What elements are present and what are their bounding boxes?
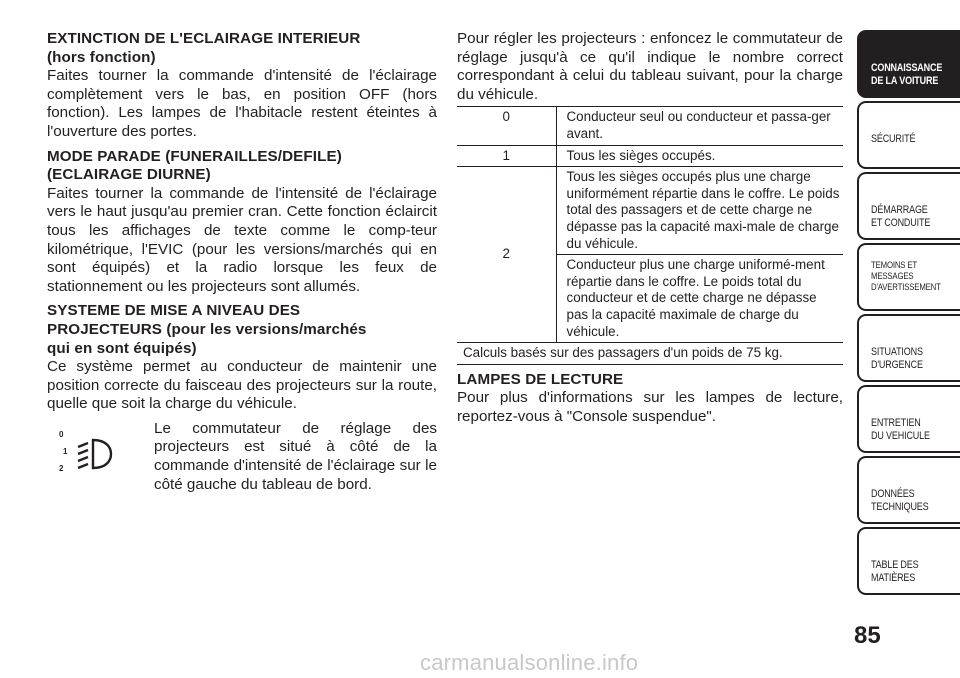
tab-label: TABLE DES MATIÈRES [871, 559, 919, 584]
table-cell-desc: Conducteur seul ou conducteur et passa-ger avant. [556, 107, 843, 145]
headlamp-switch-text: Le commutateur de réglage des projecteurs est situé à côté de la commande d'intensité de l'éclairage sur le côté gauche du tableau de bord. [154, 419, 437, 493]
table-footer: Calculs basés sur des passagers d'un poids de 75 kg. [457, 343, 843, 365]
tab-securite[interactable] [857, 101, 960, 169]
tab-label: TEMOINS ET MESSAGES D'AVERTISSEMENT [871, 260, 941, 293]
table-cell-num: 0 [457, 107, 556, 145]
chapter-tabs [857, 30, 960, 598]
tab-label: ENTRETIEN DU VEHICULE [871, 417, 930, 442]
headlamp-leveling-icon [57, 428, 117, 478]
tab-label: SITUATIONS D'URGENCE [871, 346, 923, 371]
tab-situations[interactable] [857, 314, 960, 382]
heading-extinction: EXTINCTION DE L'ECLAIRAGE INTERIEUR [47, 30, 361, 47]
right-column [457, 30, 843, 432]
page-number: 85 [854, 622, 881, 649]
watermark: carmanualsonline.info [420, 650, 639, 675]
load-table [457, 106, 843, 364]
tab-label: SÉCURITÉ [871, 133, 916, 145]
heading-leveling-2: PROJECTEURS (pour les versions/marchés [47, 320, 367, 338]
heading-extinction-sub: (hors fonction) [47, 48, 156, 66]
heading-parade: MODE PARADE (FUNERAILLES/DEFILE) [47, 147, 342, 165]
tab-temoins[interactable] [857, 243, 960, 311]
heading-reading-lamps: LAMPES DE LECTURE [457, 370, 624, 388]
paragraph-leveling: Ce système permet au conducteur de maintenir une position correcte du faisceau des projecteurs sur la route, quelle que soit la charge du véhicule. [47, 358, 437, 413]
table-cell-num: 2 [457, 167, 556, 343]
tab-table-matieres[interactable] [857, 527, 960, 595]
heading-parade-sub: (ECLAIRAGE DIURNE) [47, 166, 211, 184]
paragraph-extinction: Faites tourner la commande d'intensité de l'éclairage complètement vers le bas, en position OFF (hors fonction). Les lampes de l'habitacle restent éteintes à l'ouverture des portes. [47, 67, 437, 140]
table-footer-row [457, 343, 843, 365]
tab-label: DÉMARRAGE ET CONDUITE [871, 204, 931, 229]
icon-label-0: 0 [59, 429, 64, 439]
table-row [457, 145, 843, 167]
tab-connaissance[interactable] [857, 30, 960, 98]
table-cell-desc: Conducteur plus une charge uniformé-ment répartie dans le coffre. Le poids total du conducteur et de cette charge ne dépasse pas la capacité maximale de charge du véhicule. [556, 255, 843, 343]
icon-label-2: 2 [59, 463, 64, 473]
paragraph-parade: Faites tourner la commande de l'intensité de l'éclairage vers le haut jusqu'au premier cran. Cette fonction éclaircit tous les affichages de texte comme le comp-teur kilométrique, l'EVIC (pour les versions/marchés qui en sont équipés) et la radio lorsque les feux de stationnement ou les projecteurs sont allumés. [47, 184, 437, 295]
table-row [457, 167, 843, 255]
headlamp-switch-note [47, 420, 437, 494]
table-cell-num: 1 [457, 145, 556, 167]
table-cell-desc: Tous les sièges occupés. [556, 145, 843, 167]
heading-leveling: SYSTEME DE MISE A NIVEAU DES [47, 302, 301, 320]
tab-donnees[interactable] [857, 456, 960, 524]
tab-label: CONNAISSANCE DE LA VOITURE [871, 62, 943, 87]
left-column [47, 30, 437, 494]
tab-demarrage[interactable] [857, 172, 960, 240]
heading-leveling-3: qui en sont équipés) [47, 339, 197, 357]
icon-label-1: 1 [63, 446, 68, 456]
paragraph-intro: Pour régler les projecteurs : enfoncez le commutateur de réglage jusqu'à ce qu'il indique le nombre correct correspondant à celui du tableau suivant, pour la charge du véhicule. [457, 30, 843, 103]
tab-label: DONNÉES TECHNIQUES [871, 488, 929, 513]
table-cell-desc: Tous les sièges occupés plus une charge uniformément répartie dans le coffre. Le poids total des passagers et de cette charge ne dépasse pas la capacité maxi-male de charge du véhicule. [556, 167, 843, 255]
table-row [457, 107, 843, 145]
tab-entretien[interactable] [857, 385, 960, 453]
paragraph-reading-lamps: Pour plus d'informations sur les lampes de lecture, reportez-vous à "Console suspendue". [457, 389, 843, 425]
